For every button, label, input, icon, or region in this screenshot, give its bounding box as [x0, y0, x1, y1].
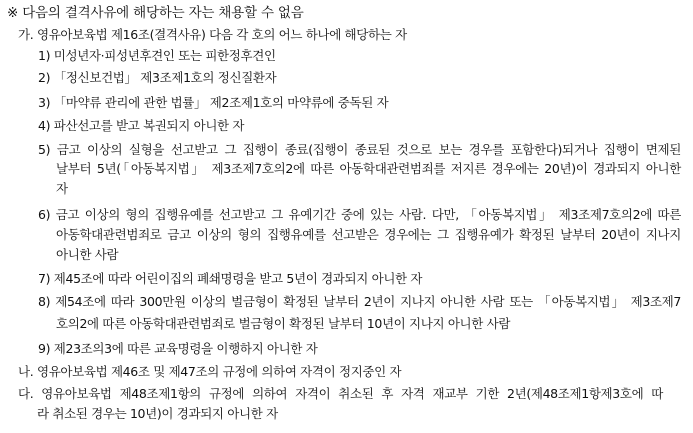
- list-item-6-line-2: 아동학대관련범죄로 금고 이상의 형의 집행유예를 선고받은 경우에는 그 집행유예가 확정된 날부터 20년이 지나지: [56, 227, 681, 242]
- list-item-6-line-3: 아니한 사람: [56, 247, 119, 262]
- notice-heading: ※ 다음의 결격사유에 해당하는 자는 채용할 수 없음: [7, 5, 304, 21]
- list-item-5-line-2: 날부터 5년(「아동복지법」 제3조제7호의2에 따른 아동학대관련범죄를 저지른 경우에는 20년)이 경과되지 아니한: [56, 161, 681, 176]
- list-item-8-line-2: 호의2에 따른 아동학대관련범죄로 벌금형이 확정된 날부터 10년이 지나지 아니한 사람: [56, 316, 511, 331]
- list-item-5-line-1: 5) 금고 이상의 실형을 선고받고 그 집행이 종료(집행이 종료된 것으로 보는 경우를 포함한다)되거나 집행이 면제된: [38, 142, 681, 157]
- section-da-line-2: 라 취소된 경우는 10년)이 경과되지 아니한 자: [37, 406, 278, 421]
- list-item-6-line-1: 6) 금고 이상의 형의 집행유예를 선고받고 그 유예기간 중에 있는 사람. 다만, 「아동복지법」 제3조제7호의2에 따른: [38, 207, 681, 222]
- list-item-8-line-1: 8) 제54조에 따라 300만원 이상의 벌금형이 확정된 날부터 2년이 지나지 아니한 사람 또는 「아동복지법」 제3조제7: [38, 294, 681, 309]
- list-item-3: 3) 「마약류 관리에 관한 법률」 제2조제1호의 마약류에 중독된 자: [38, 95, 389, 110]
- list-item-4: 4) 파산선고를 받고 복권되지 아니한 자: [38, 118, 245, 133]
- list-item-1: 1) 미성년자·피성년후견인 또는 피한정후견인: [38, 48, 276, 63]
- section-ga-title: 가. 영유아보육법 제16조(결격사유) 다음 각 호의 어느 하나에 해당하는 자: [18, 27, 407, 42]
- list-item-7: 7) 제45조에 따라 어린이집의 폐쇄명령을 받고 5년이 경과되지 아니한 자: [38, 271, 423, 286]
- list-item-2: 2) 「정신보건법」 제3조제1호의 정신질환자: [38, 70, 277, 85]
- list-item-9: 9) 제23조의3에 따른 교육명령을 이행하지 아니한 자: [38, 341, 318, 356]
- section-da-line-1: 다. 영유아보육법 제48조제1항의 규정에 의하여 자격이 취소된 후 자격 재교부 기한 2년(제48조제1항제3호에 따: [18, 386, 663, 401]
- list-item-5-line-3: 자: [56, 181, 68, 196]
- section-na: 나. 영유아보육법 제46조 및 제47조의 규정에 의하여 자격이 정지중인 자: [18, 364, 402, 379]
